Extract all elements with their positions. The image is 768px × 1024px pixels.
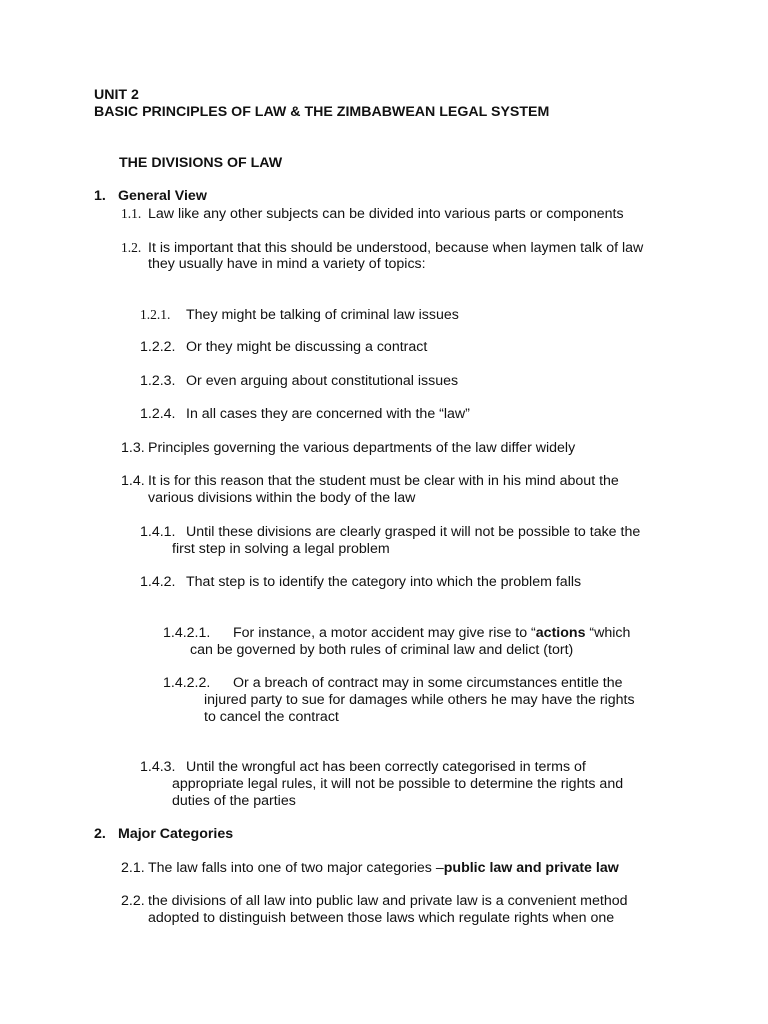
item-text-emphasis: public law and private law: [443, 860, 619, 876]
list-item: [140, 406, 470, 423]
item-text: Until the wrongful act has been correctly categorised in terms of: [186, 759, 586, 775]
item-number: 1.2.1.: [140, 307, 171, 322]
item-text-continuation: duties of the parties: [172, 793, 296, 809]
document-title: BASIC PRINCIPLES OF LAW & THE ZIMBABWEAN LEGAL SYSTEM: [94, 104, 550, 120]
item-text: the divisions of all law into public law and private law is a convenient method: [148, 893, 628, 909]
item-text-continuation: first step in solving a legal problem: [172, 541, 390, 557]
section-1-heading: [94, 188, 207, 205]
list-item: [140, 339, 427, 356]
list-item: [121, 239, 643, 257]
unit-label: UNIT 2: [94, 87, 139, 103]
item-text: It is important that this should be understood, because when laymen talk of law: [148, 240, 644, 256]
item-text-continuation: can be governed by both rules of criminal law and delict (tort): [190, 642, 574, 658]
item-number: 2.2.: [121, 893, 145, 909]
item-number: 1.4.3.: [140, 759, 176, 775]
list-item: [121, 205, 624, 223]
list-item: [140, 306, 459, 324]
section-title: Major Categories: [118, 826, 234, 842]
item-number: 1.4.2.2.: [163, 675, 211, 691]
item-text: Principles governing the various departments of the law differ widely: [148, 440, 576, 456]
item-text: Or they might be discussing a contract: [186, 339, 428, 355]
item-text: It is for this reason that the student must be clear with in his mind about the: [148, 473, 619, 489]
item-text: Or a breach of contract may in some circumstances entitle the: [233, 675, 623, 691]
list-item: [140, 759, 586, 776]
section-2-heading: [94, 826, 233, 843]
list-item: [140, 574, 581, 591]
list-item: [140, 524, 640, 541]
section-title: General View: [118, 188, 207, 204]
list-item: [163, 625, 630, 642]
item-text-continuation: injured party to sue for damages while others he may have the rights: [204, 692, 635, 708]
item-number: 2.1.: [121, 860, 145, 876]
item-number: 1.2.: [121, 240, 142, 255]
item-text: That step is to identify the category into which the problem falls: [186, 574, 582, 590]
item-text: “which: [585, 625, 631, 641]
list-item: [140, 373, 458, 390]
item-number: 1.2.2.: [140, 339, 176, 355]
item-number: 1.3.: [121, 440, 145, 456]
item-text: Or even arguing about constitutional issues: [186, 373, 459, 389]
item-text-continuation: to cancel the contract: [204, 709, 339, 725]
item-number: 1.4.1.: [140, 524, 176, 540]
item-text: Law like any other subjects can be divided into various parts or components: [148, 206, 624, 222]
item-number: 1.4.2.1.: [163, 625, 211, 641]
list-item: [163, 675, 623, 692]
item-text: In all cases they are concerned with the “law”: [186, 406, 470, 422]
item-text-continuation: adopted to distinguish between those laws which regulate rights when one: [148, 910, 615, 926]
item-text-continuation: they usually have in mind a variety of topics:: [148, 256, 426, 272]
item-text-emphasis: actions: [535, 625, 586, 641]
list-item: [121, 860, 619, 877]
item-number: 1.1.: [121, 206, 142, 221]
item-number: 1.2.4.: [140, 406, 176, 422]
list-item: [121, 473, 619, 490]
section-heading: THE DIVISIONS OF LAW: [119, 155, 283, 171]
item-text: Until these divisions are clearly grasped it will not be possible to take the: [186, 524, 641, 540]
section-number: 1.: [94, 188, 106, 204]
item-text: For instance, a motor accident may give rise to “: [233, 625, 536, 641]
item-text: The law falls into one of two major categories –: [148, 860, 444, 876]
list-item: [121, 893, 628, 910]
item-text-continuation: various divisions within the body of the law: [148, 490, 416, 506]
item-text: They might be talking of criminal law issues: [186, 307, 459, 323]
item-number: 1.2.3.: [140, 373, 176, 389]
item-number: 1.4.: [121, 473, 145, 489]
item-number: 1.4.2.: [140, 574, 176, 590]
item-text-continuation: appropriate legal rules, it will not be possible to determine the rights and: [172, 776, 624, 792]
list-item: [121, 440, 575, 457]
section-number: 2.: [94, 826, 106, 842]
